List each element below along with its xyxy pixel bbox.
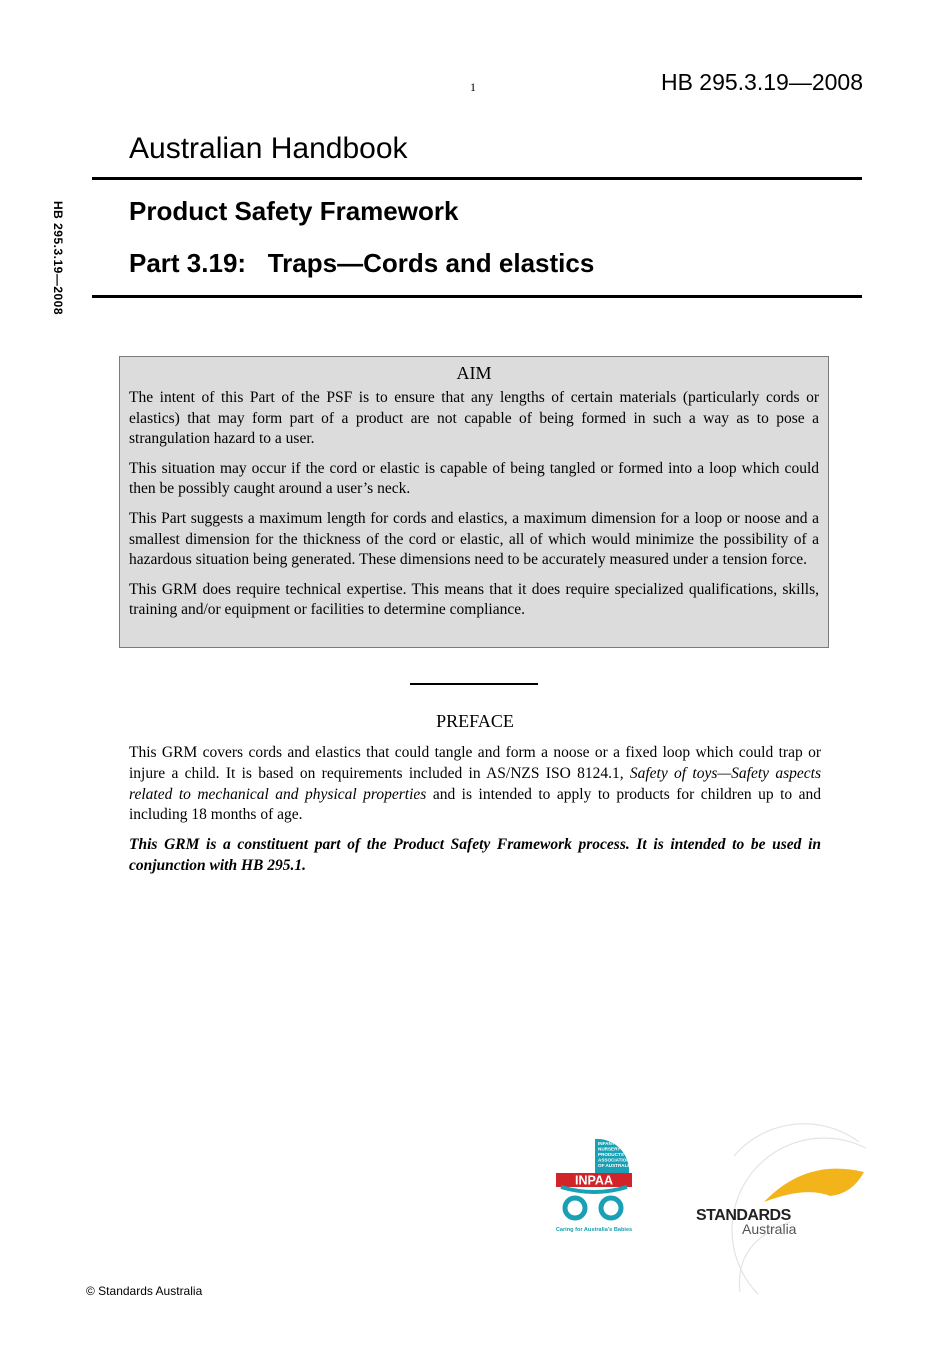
inpaa-wheel-left (565, 1198, 585, 1218)
preface-note: This GRM is a constituent part of the Product Safety Framework process. It is intended to be used in conjunction with HB 295.1. (129, 836, 821, 874)
preface-text: and is intended to apply to products for children up to and including 18 months of age. (129, 785, 821, 824)
framework-title: Product Safety Framework (129, 196, 459, 226)
side-document-code: HB 295.3.19—2008 (51, 200, 65, 316)
inpaa-wheel-right (601, 1198, 621, 1218)
aim-box (119, 356, 829, 648)
handbook-title: Australian Handbook (129, 132, 408, 165)
standard-title: Safety of toys—Safety aspects related to mechanical and physical properties (129, 764, 821, 803)
section-divider (410, 683, 538, 685)
sa-wordmark-line1: STANDARDS (696, 1207, 791, 1224)
title-rule-top (92, 177, 862, 180)
inpaa-name: INPAA (575, 1173, 613, 1188)
inpaa-org-line: INFANT & (598, 1141, 620, 1146)
inpaa-tagline: Caring for Australia's Babies (555, 1227, 633, 1233)
title-rule-bottom (92, 295, 862, 298)
sa-gold-swoosh (764, 1169, 864, 1202)
sa-wordmark-line2: Australia (742, 1221, 797, 1237)
standards-australia-logo (694, 1122, 866, 1294)
preface-heading: PREFACE (436, 711, 514, 731)
inpaa-org-line: OF AUSTRALIA (598, 1163, 633, 1168)
preface-paragraph (129, 743, 821, 826)
aim-heading: AIM (456, 363, 492, 383)
inpaa-org-line: NURSERY (598, 1146, 621, 1152)
part-title: Part 3.19: Traps—Cords and elastics (129, 248, 595, 278)
copyright-notice: © Standards Australia (86, 1284, 203, 1298)
preface-text: This GRM covers cords and elastics that could tangle and form a noose or a fixed loop which could trap or injure a child. It is based on requirements included in AS/NZS ISO 8124.1, (129, 744, 821, 782)
aim-paragraph: This Part suggests a maximum length for cords and elastics, a maximum dimension for a loop or noose and a smallest dimension for the thickness of the cord or elastic, all of which would minimize the possibility of a hazardous situation being generated. These dimensions need to be accurately measured under a tension force. (129, 509, 819, 569)
inpaa-org-line: PRODUCTS (598, 1152, 624, 1157)
document-code: HB 295.3.19—2008 (660, 69, 863, 95)
aim-paragraph: This GRM does require technical expertise. This means that it does require specialized qualifications, skills, training and/or equipment or facilities to determine compliance. (129, 580, 819, 619)
inpaa-logo (553, 1133, 635, 1235)
preface-body (129, 743, 821, 886)
page-number: 1 (470, 80, 476, 94)
aim-paragraph: This situation may occur if the cord or elastic is capable of being tangled or formed into a loop which could then be possibly caught around a user’s neck. (129, 459, 819, 498)
inpaa-org-line: ASSOCIATION (598, 1157, 630, 1163)
aim-paragraph: The intent of this Part of the PSF is to ensure that any lengths of certain materials (particularly cords or elastics) that may form part of a product are not capable of being formed in such a way as to pose a strangulation hazard to a user. (129, 389, 819, 448)
inpaa-pram-body (561, 1187, 627, 1192)
